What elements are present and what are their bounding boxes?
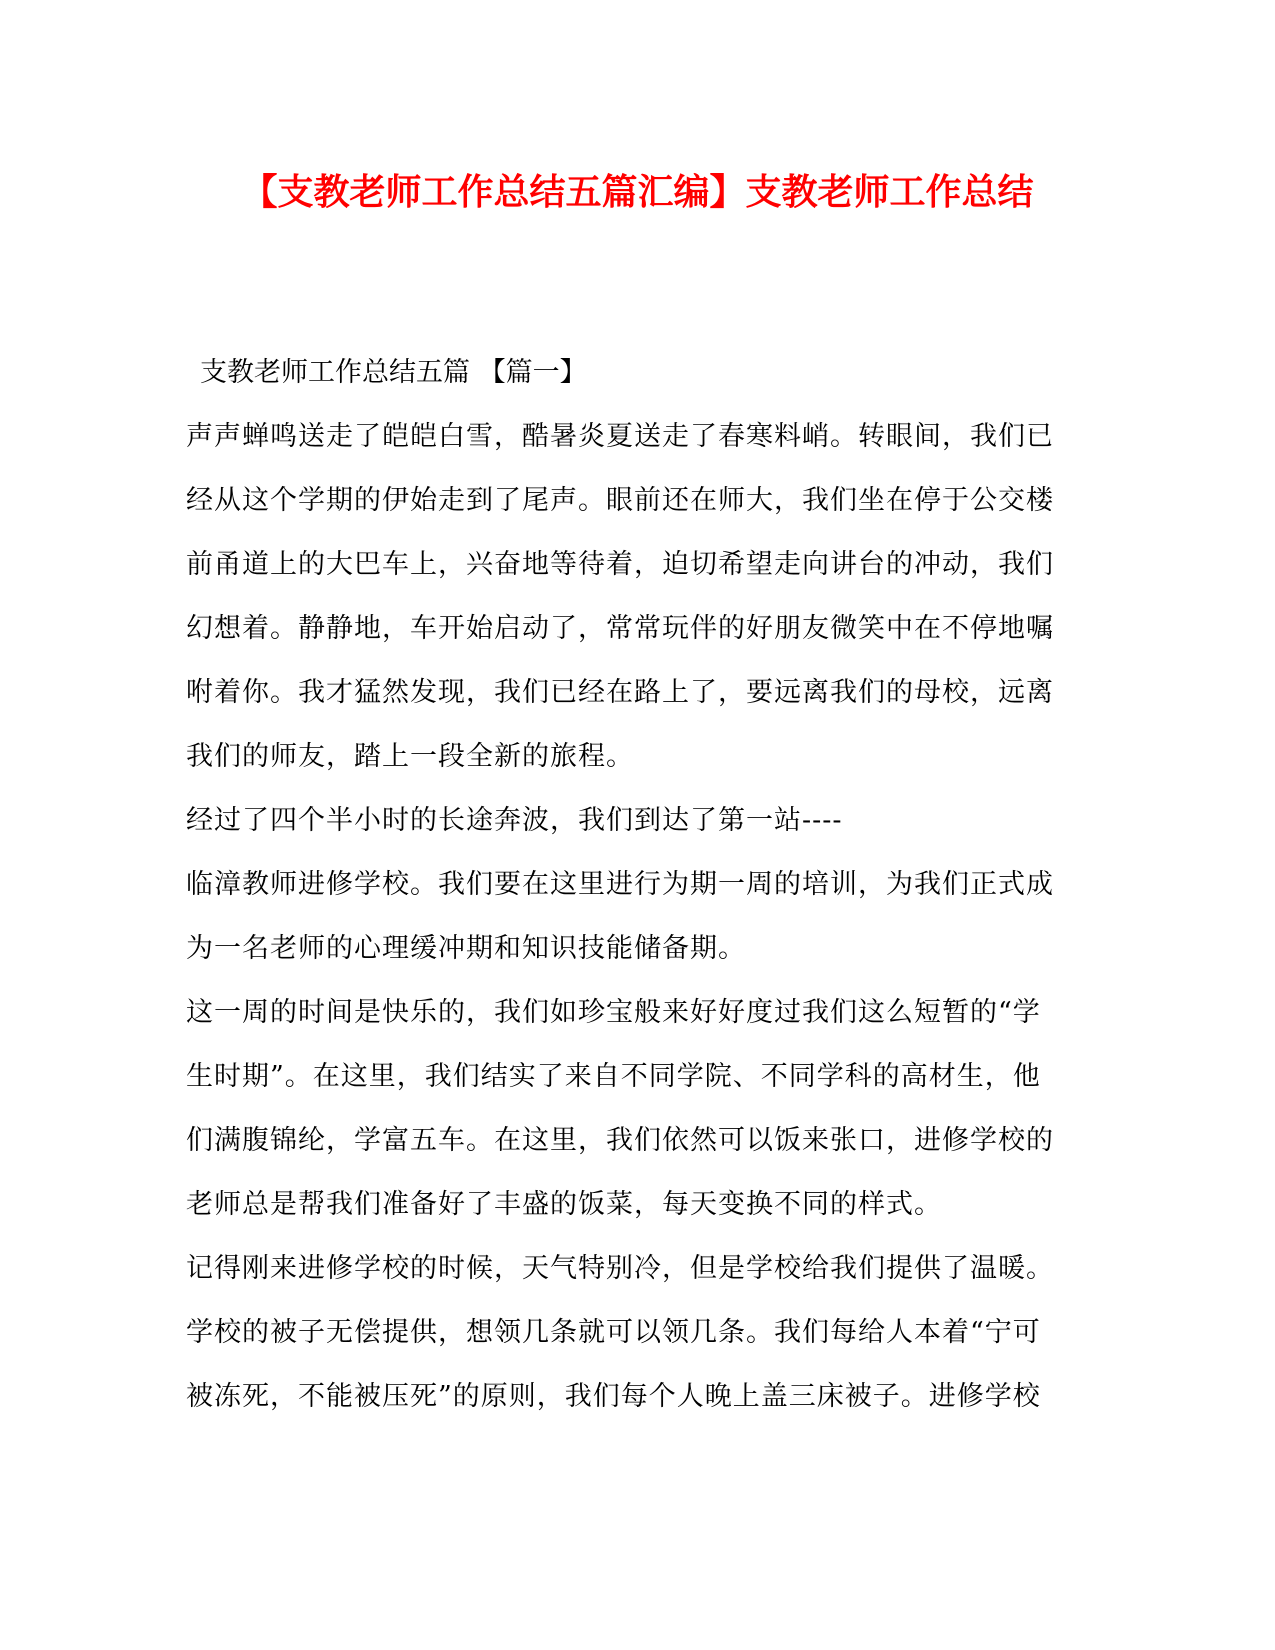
text-line: 这一周的时间是快乐的，我们如珍宝般来好好度过我们这么短暂的“学 <box>186 997 1041 1028</box>
text-line: 前甬道上的大巴车上，兴奋地等待着，迫切希望走向讲台的冲动，我们 <box>186 549 1054 580</box>
section-heading: 支教老师工作总结五篇 【篇一】 <box>200 357 587 388</box>
text-line: 生时期”。在这里，我们结实了来自不同学院、不同学科的高材生，他 <box>186 1061 1041 1092</box>
text-line: 临漳教师进修学校。我们要在这里进行为期一周的培训，为我们正式成 <box>186 869 1054 900</box>
text-line: 咐着你。我才猛然发现，我们已经在路上了，要远离我们的母校，远离 <box>186 677 1054 708</box>
text-line: 经从这个学期的伊始走到了尾声。眼前还在师大，我们坐在停于公交楼 <box>186 485 1054 516</box>
text-line: 记得刚来进修学校的时候，天气特别冷，但是学校给我们提供了温暖。 <box>186 1253 1054 1284</box>
text-line: 们满腹锦纶，学富五车。在这里，我们依然可以饭来张口，进修学校的 <box>186 1125 1054 1156</box>
text-line: 学校的被子无偿提供，想领几条就可以领几条。我们每给人本着“宁可 <box>186 1317 1041 1348</box>
text-line: 经过了四个半小时的长途奔波，我们到达了第一站---- <box>186 805 843 836</box>
document-title: 【支教老师工作总结五篇汇编】支教老师工作总结 <box>241 171 1034 213</box>
text-line: 为一名老师的心理缓冲期和知识技能储备期。 <box>186 933 746 964</box>
text-line: 声声蝉鸣送走了皑皑白雪，酷暑炎夏送走了春寒料峭。转眼间，我们已 <box>186 421 1054 452</box>
text-line: 我们的师友，踏上一段全新的旅程。 <box>186 741 634 772</box>
text-line: 老师总是帮我们准备好了丰盛的饭菜，每天变换不同的样式。 <box>186 1189 942 1220</box>
text-line: 被冻死，不能被压死”的原则，我们每个人晚上盖三床被子。进修学校 <box>186 1381 1041 1412</box>
body-text <box>186 405 1086 1429</box>
text-line: 幻想着。静静地，车开始启动了，常常玩伴的好朋友微笑中在不停地嘱 <box>186 613 1054 644</box>
